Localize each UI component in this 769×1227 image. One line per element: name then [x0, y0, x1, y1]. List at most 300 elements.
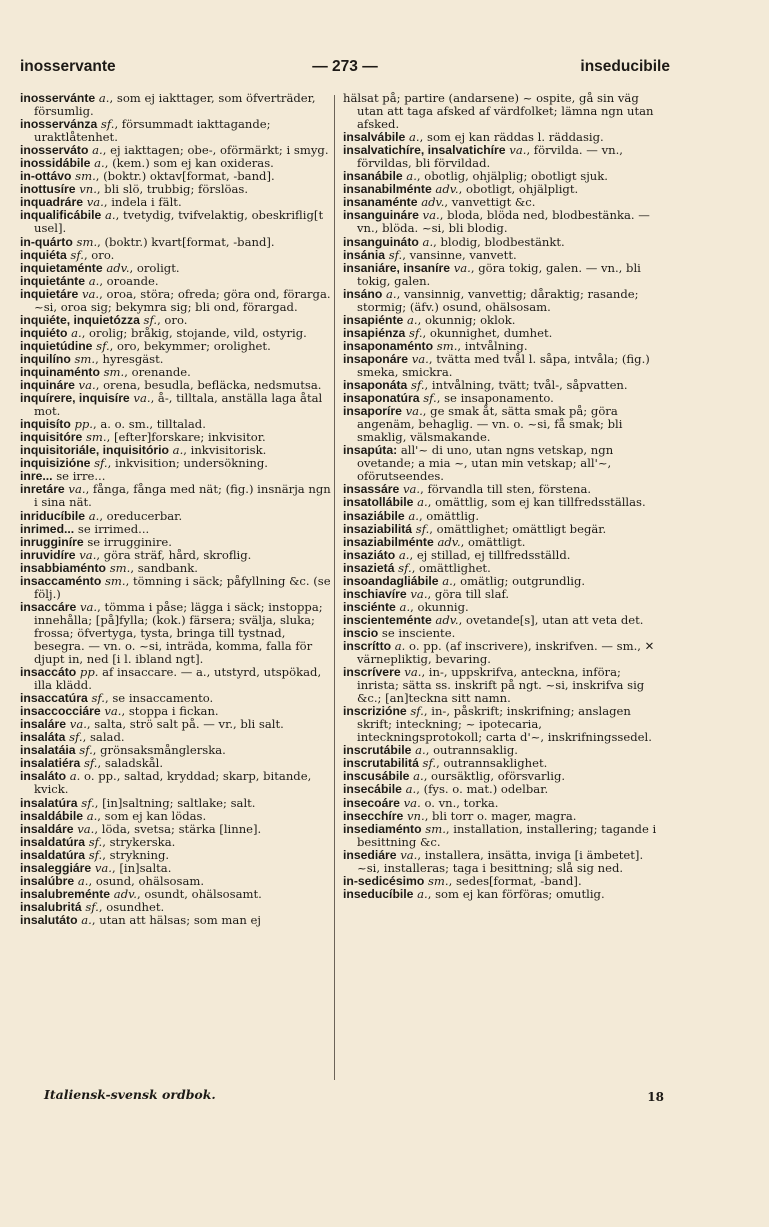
entry-headword: inquinaménto: [20, 364, 100, 379]
entry-part-of-speech: va.: [422, 208, 440, 223]
entry-definition: af insaccare. — a., utstyrd, utspökad, illa klädd.: [34, 665, 322, 693]
entry-part-of-speech: a.: [92, 143, 103, 158]
entry-definition: , saladskål.: [97, 756, 164, 771]
entry-part-of-speech: va.: [400, 847, 418, 862]
left-column: [20, 92, 336, 927]
entry-definition: se irre...: [56, 469, 106, 484]
entry-part-of-speech: va.: [411, 351, 429, 366]
entry-part-of-speech: a.: [385, 286, 397, 301]
entry-part-of-speech: va.: [402, 482, 421, 497]
entry-part-of-speech: sm.: [103, 364, 125, 379]
entry-headword: insaccocciáre: [20, 704, 101, 719]
entry-definition: , göra sträf, hård, skroflig.: [96, 547, 252, 562]
entry-definition: , fånga, fånga med nät; (fig.) insnärja ngn i sina nät.: [34, 482, 331, 510]
entry-definition: , bli slö, trubbig; förslöas.: [96, 182, 249, 197]
entry-headword: inquiéte, inquietózza: [20, 312, 140, 327]
entry-headword: insalutáto: [20, 912, 78, 927]
entry-headword: insapiénte: [343, 312, 404, 327]
entry-definition: , ej iakttagen; obe-, oförmärkt; i smyg.: [102, 143, 329, 158]
page-header: [20, 58, 670, 82]
entry-definition: , se insaccamento.: [104, 691, 214, 706]
dictionary-entry: [20, 601, 336, 666]
entry-definition: , oro.: [157, 312, 188, 327]
dictionary-entry: [343, 823, 659, 849]
entry-part-of-speech: a.: [398, 547, 410, 562]
entry-part-of-speech: a.: [69, 769, 81, 784]
entry-part-of-speech: adv.: [421, 195, 445, 210]
entry-part-of-speech: va.: [405, 404, 423, 419]
entry-definition: , installera, insätta, inviga [i ämbetet]. ~si, installeras; taga i besittning; slå sig ned.: [357, 847, 644, 875]
entry-headword: insalatáia: [20, 743, 76, 758]
entry-headword: inqualificábile: [20, 208, 102, 223]
entry-definition: , tömma i påse; lägga i säck; instoppa; innehålla; [på]fylla; (kok.) färsera; svälja, sluka; frossa; öfvertyga, tysta, bringa till tystnad, besegra. — vn. o. ~si, inträda, komma, falla för djupt in, ned [i l. ibland ngt].: [34, 599, 323, 667]
entry-headword: inosserváto: [20, 143, 89, 158]
entry-definition: , okunnig.: [410, 599, 469, 614]
entry-headword: insazietá: [343, 560, 395, 575]
entry-part-of-speech: sf.: [96, 338, 110, 353]
entry-part-of-speech: a.: [98, 91, 110, 105]
header-right-guideword: inseducibile: [580, 58, 670, 75]
entry-definition: , oreducerbar.: [99, 508, 183, 523]
entry-part-of-speech: sf.: [85, 899, 99, 914]
entry-part-of-speech: a.: [104, 208, 116, 223]
entry-definition: , löda, svetsa; stärka [linne].: [94, 821, 262, 836]
entry-part-of-speech: sf.: [91, 691, 105, 706]
entry-definition: , förvandla till sten, förstena.: [420, 482, 592, 497]
entry-part-of-speech: a.: [86, 808, 98, 823]
entry-headword: inscrutabilitá: [343, 756, 419, 771]
entry-definition: , [in]salta.: [111, 860, 172, 875]
entry-definition: , som ej iakttager, som öfverträder, försumlig.: [34, 91, 316, 119]
entry-part-of-speech: adv.: [106, 260, 130, 275]
entry-headword: insalubreménte: [20, 886, 111, 901]
entry-part-of-speech: vn.: [79, 182, 97, 197]
entry-part-of-speech: sm.: [85, 430, 107, 445]
entry-definition: , okunnighet, dumhet.: [422, 325, 553, 340]
entry-headword: insaccáre: [20, 599, 77, 614]
entry-definition: se insciente.: [381, 625, 456, 640]
entry-headword: inriducíbile: [20, 508, 86, 523]
dictionary-entry: [20, 92, 336, 118]
entry-headword: insecchíre: [343, 808, 404, 823]
entry-definition: , omättlig, som ej kan tillfredsställas.: [427, 495, 646, 510]
entry-definition: o. pp., saltad, kryddad; skarp, bitande, kvick.: [34, 769, 312, 797]
entry-part-of-speech: pp.: [74, 417, 93, 432]
entry-headword: insciénte: [343, 599, 396, 614]
entry-definition: , inkvisition; undersökning.: [107, 456, 268, 471]
entry-headword: inseducíbile: [343, 886, 414, 901]
entry-part-of-speech: va.: [410, 586, 428, 601]
entry-definition: , inkvisitorisk.: [183, 443, 267, 458]
entry-definition: , (kem.) som ej kan oxideras.: [104, 156, 274, 171]
dictionary-entry: [20, 666, 336, 692]
entry-part-of-speech: adv.: [437, 534, 461, 549]
entry-headword: inrimed...: [20, 521, 75, 536]
entry-part-of-speech: va.: [69, 717, 87, 732]
entry-headword: in-sedicésimo: [343, 873, 425, 888]
entry-part-of-speech: va.: [94, 860, 112, 875]
entry-headword: inscrívere: [343, 665, 401, 680]
entry-headword: inquisizióne: [20, 456, 91, 471]
entry-headword: insediaménto: [343, 821, 422, 836]
entry-definition: , oroande.: [99, 273, 159, 288]
entry-definition: , osundhet.: [98, 899, 165, 914]
entry-headword: insalatúra: [20, 795, 78, 810]
entry-headword: insaláto: [20, 769, 67, 784]
entry-headword: inquilíno: [20, 351, 71, 366]
entry-part-of-speech: sf.: [94, 456, 108, 471]
dictionary-entry: [20, 209, 336, 235]
entry-definition: , tömning i säck; påfyllning &c. (se följ.): [34, 573, 331, 601]
dictionary-entry: [343, 288, 659, 314]
entry-headword: inquisíto: [20, 417, 71, 432]
entry-part-of-speech: adv.: [113, 886, 137, 901]
entry-part-of-speech: a.: [413, 769, 424, 784]
entry-headword: insanabilménte: [343, 182, 432, 197]
entry-part-of-speech: sf.: [422, 756, 437, 771]
entry-part-of-speech: sf.: [143, 312, 158, 327]
entry-headword: insediáre: [343, 847, 397, 862]
entry-headword: in-ottávo: [20, 169, 72, 184]
entry-headword: insaldábile: [20, 808, 83, 823]
entry-definition: se irrugginire.: [87, 534, 172, 549]
entry-definition: , göra tokig, galen. — vn., bli tokig, galen.: [357, 260, 641, 288]
dictionary-entry: [20, 914, 336, 927]
entry-headword: insanaménte: [343, 195, 418, 210]
entry-definition: , försummadt iakttagande; uraktlåtenhet.: [34, 117, 271, 145]
entry-definition: , som ej kan räddas l. räddasig.: [419, 130, 604, 145]
entry-part-of-speech: a.: [415, 743, 426, 758]
entry-part-of-speech: va.: [68, 482, 86, 497]
entry-headword: insaleggiáre: [20, 860, 92, 875]
entry-definition: , intvålning, tvätt; tvål-, såpvatten.: [424, 378, 628, 393]
entry-part-of-speech: sm.: [436, 338, 458, 353]
entry-headword: insanguináto: [343, 234, 419, 249]
entry-definition: , oroligt.: [129, 260, 180, 275]
entry-headword: insánia: [343, 247, 385, 262]
entry-headword: inquiéta: [20, 247, 67, 262]
entry-part-of-speech: a.: [417, 886, 428, 901]
entry-part-of-speech: a.: [405, 782, 417, 797]
entry-headword: inscusábile: [343, 769, 410, 784]
entry-headword: insalatiéra: [20, 756, 81, 771]
entry-part-of-speech: a.: [94, 156, 105, 171]
entry-part-of-speech: a.: [422, 234, 434, 249]
entry-part-of-speech: a.: [394, 638, 406, 653]
entry-part-of-speech: a.: [88, 508, 100, 523]
entry-part-of-speech: a.: [88, 273, 100, 288]
entry-part-of-speech: va.: [79, 547, 97, 562]
entry-part-of-speech: sm.: [74, 351, 96, 366]
footer-book-title: Italiensk-svensk ordbok.: [44, 1087, 216, 1102]
entry-headword: inquírere, inquisíre: [20, 391, 130, 406]
entry-definition: , grönsaksmånglerska.: [92, 743, 226, 758]
entry-definition: , (boktr.) oktav[format, -band].: [95, 169, 275, 184]
entry-part-of-speech: va.: [86, 195, 104, 210]
entry-headword: insaldatúra: [20, 847, 86, 862]
dictionary-entry: [343, 640, 659, 666]
dictionary-entry: [20, 236, 336, 249]
entry-part-of-speech: sf.: [70, 247, 84, 262]
dictionary-entry: [20, 483, 336, 509]
entry-definition: , [in]saltning; saltlake; salt.: [94, 795, 256, 810]
entry-definition: all'~ di uno, utan ngns vetskap, ngn ovetande; a mia ~, utan min vetskap; all'~, oförutseendes.: [357, 443, 614, 484]
entry-part-of-speech: a.: [399, 599, 411, 614]
entry-headword: inosservánte: [20, 91, 96, 105]
entry-definition: o. vn., torka.: [420, 795, 499, 810]
entry-part-of-speech: sf.: [411, 378, 425, 393]
entry-headword: insaziabilménte: [343, 534, 434, 549]
entry-definition: , omättlig.: [418, 508, 480, 523]
entry-headword: insaldatúra: [20, 834, 86, 849]
entry-headword: insecábile: [343, 782, 402, 797]
entry-headword: inscienteménte: [343, 612, 432, 627]
entry-part-of-speech: adv.: [435, 182, 459, 197]
entry-definition: , orena, besudla, befläcka, nedsmutsa.: [95, 378, 322, 393]
entry-definition: , tvetydig, tvifvelaktig, obeskriflig[t usel].: [34, 208, 324, 236]
entry-headword: inquietánte: [20, 273, 86, 288]
entry-part-of-speech: sm.: [75, 169, 96, 184]
dictionary-entry: [20, 288, 336, 314]
entry-headword: inruvidíre: [20, 547, 76, 562]
entry-definition: , tvätta med tvål l. såpa, intvåla; (fig.) smeka, smickra.: [357, 351, 650, 379]
entry-definition: , strykning.: [102, 847, 170, 862]
entry-definition: , salad.: [82, 730, 125, 745]
entry-headword: insabbiaménto: [20, 560, 107, 575]
entry-headword: insanguináre: [343, 208, 419, 223]
entry-headword: inossidábile: [20, 156, 91, 171]
entry-part-of-speech: va.: [133, 391, 151, 406]
entry-definition: , som ej kan förföras; omutlig.: [427, 886, 605, 901]
entry-headword: inschiavíre: [343, 586, 407, 601]
entry-definition: , oroa, störa; ofreda; göra ond, förarga. ~si, oroa sig; bekymra sig; bli ond, förargad.: [34, 286, 331, 314]
entry-part-of-speech: va.: [104, 704, 122, 719]
entry-definition: , vanvettigt &c.: [444, 195, 536, 210]
entry-definition: , oro.: [83, 247, 115, 262]
entry-headword: insoandagliábile: [343, 573, 439, 588]
page-number: — 273 —: [312, 58, 378, 75]
signature-mark: 18: [647, 1090, 664, 1104]
entry-part-of-speech: va.: [79, 599, 98, 614]
entry-headword: insaláta: [20, 730, 66, 745]
entry-headword: insáno: [343, 286, 383, 301]
entry-part-of-speech: a.: [417, 495, 428, 510]
entry-part-of-speech: a.: [71, 325, 82, 340]
entry-headword: insapúta:: [343, 443, 398, 458]
entry-definition: , vansinne, vanvett.: [402, 247, 517, 262]
entry-part-of-speech: a.: [172, 443, 184, 458]
entry-headword: inosservánza: [20, 117, 98, 132]
entry-part-of-speech: a.: [77, 873, 89, 888]
entry-definition: , hyresgäst.: [95, 351, 164, 366]
dictionary-entry: [20, 575, 336, 601]
entry-headword: inscio: [343, 625, 379, 640]
dictionary-entry: [343, 405, 659, 444]
entry-definition: o. pp. (af inscrivere), inskrifven. — sm., ✕ värnepliktig, bevaring.: [357, 638, 655, 667]
entry-headword: insaponaménto: [343, 338, 434, 353]
entry-definition: , in-, uppskrifva, anteckna, införa; inrista; sätta ss. inskrift på ngt. ~si, inskrifva sig &c.; [an]teckna sitt namn.: [357, 665, 645, 706]
dictionary-entry: [343, 209, 659, 235]
entry-definition: , in-, påskrift; inskrifning; anslagen skrift; inteckning; ~ ipotecaria, inteckningsprotokoll; carta d'~, inskrifningssedel.: [357, 704, 652, 745]
dictionary-entry: [343, 444, 659, 483]
entry-definition: , a. o. sm., tilltalad.: [93, 417, 206, 432]
dictionary-entry: [343, 144, 659, 170]
entry-part-of-speech: a.: [408, 508, 419, 523]
entry-part-of-speech: sf.: [398, 560, 412, 575]
entry-definition: , installation, installering; tagande i besittning &c.: [357, 821, 657, 849]
entry-part-of-speech: pp.: [79, 665, 99, 680]
entry-definition: , omättlighet; omättligt begär.: [429, 521, 607, 536]
entry-headword: insaldáre: [20, 821, 74, 836]
entry-headword: insaniáre, insaníre: [343, 260, 451, 275]
entry-definition: , osund, ohälsosam.: [88, 873, 205, 888]
entry-headword: insaponáre: [343, 351, 409, 366]
entry-headword: in-quárto: [20, 234, 73, 249]
entry-definition: , ge smak åt, sätta smak på; göra angenäm, behaglig. — vn. o. ~si, få smak; bli smaklig, välsmakande.: [357, 404, 623, 445]
entry-definition: , strykerska.: [102, 834, 176, 849]
entry-headword: insapiénza: [343, 325, 406, 340]
entry-definition: , intvålning.: [457, 338, 528, 353]
entry-headword: insaccáto: [20, 665, 77, 680]
entry-headword: insatollábile: [343, 495, 414, 510]
entry-definition: se irrimed...: [77, 521, 150, 536]
entry-part-of-speech: sm.: [109, 560, 131, 575]
entry-definition: , omättlighet.: [411, 560, 491, 575]
entry-part-of-speech: sf.: [410, 704, 424, 719]
entry-headword: insalubritá: [20, 899, 82, 914]
dictionary-entry: [343, 849, 659, 875]
dictionary-entry: [20, 770, 336, 796]
entry-part-of-speech: va.: [77, 821, 95, 836]
entry-definition: , omätlig; outgrundlig.: [452, 573, 586, 588]
column-divider: [334, 95, 335, 1080]
dictionary-entry: [20, 392, 336, 418]
entry-headword: insecoáre: [343, 795, 400, 810]
entry-headword: insaponatúra: [343, 391, 420, 406]
entry-headword: inquiéto: [20, 325, 68, 340]
page-footer: [44, 1087, 664, 1107]
entry-definition: , förvilda. — vn., förvildas, bli förvildad.: [357, 143, 623, 171]
entry-definition: , salta, strö salt på. — vr., bli salt.: [86, 717, 284, 732]
entry-part-of-speech: va.: [453, 260, 471, 275]
entry-headword: insaziábile: [343, 508, 405, 523]
entry-headword: inretáre: [20, 482, 65, 497]
entry-part-of-speech: a.: [406, 169, 417, 184]
entry-part-of-speech: a.: [406, 312, 418, 327]
entry-part-of-speech: sf.: [88, 847, 103, 862]
entry-definition: hälsat på; partire (andarsene) ~ ospite, gå sin väg utan att taga afsked af värdfolket; lämna ngn utan afsked.: [343, 91, 654, 132]
entry-definition: , bloda, blöda ned, blodbestänka. — vn., blöda. ~si, bli blodig.: [357, 208, 650, 236]
entry-part-of-speech: sf.: [69, 730, 83, 745]
dictionary-entry: [343, 666, 659, 705]
dictionary-entry: [343, 262, 659, 288]
dictionary-entry: [20, 118, 336, 144]
entry-headword: insaporíre: [343, 404, 402, 419]
entry-part-of-speech: a.: [442, 573, 453, 588]
entry-part-of-speech: sf.: [88, 834, 103, 849]
entry-definition: , (boktr.) kvart[format, -band].: [97, 234, 275, 249]
entry-part-of-speech: vn.: [406, 808, 425, 823]
entry-part-of-speech: a.: [81, 912, 92, 927]
entry-definition: , oro, bekymmer; orolighet.: [109, 338, 271, 353]
entry-headword: insaláre: [20, 717, 67, 732]
entry-part-of-speech: sf.: [83, 756, 98, 771]
entry-definition: , omättligt.: [460, 534, 526, 549]
dictionary-entry: [343, 92, 659, 131]
dictionary-entry: [343, 353, 659, 379]
entry-headword: insalvábile: [343, 130, 406, 145]
entry-definition: , blodig, blodbestänkt.: [433, 234, 565, 249]
entry-definition: , obotligt, ohjälpligt.: [458, 182, 579, 197]
entry-headword: inquietaménte: [20, 260, 103, 275]
entry-headword: inscrizióne: [343, 704, 407, 719]
entry-definition: , vansinnig, vanvettig; dåraktig; rasande; stormig; (äfv.) osund, ohälsosam.: [357, 286, 639, 314]
entry-part-of-speech: adv.: [435, 612, 459, 627]
dictionary-entry: [343, 705, 659, 744]
entry-headword: insalvatichíre, insalvatichíre: [343, 143, 506, 158]
entry-part-of-speech: sm.: [427, 873, 449, 888]
entry-headword: insassáre: [343, 482, 400, 497]
entry-part-of-speech: sf.: [423, 391, 437, 406]
entry-part-of-speech: sf.: [415, 521, 430, 536]
entry-headword: inre...: [20, 469, 53, 484]
entry-definition: , å-, tilltala, anställa laga åtal mot.: [34, 391, 323, 419]
entry-definition: , outrannsaklig.: [425, 743, 518, 758]
entry-definition: , okunnig; oklok.: [417, 312, 516, 327]
entry-headword: inscrutábile: [343, 743, 412, 758]
entry-part-of-speech: sf.: [100, 117, 115, 132]
entry-part-of-speech: sf.: [409, 325, 423, 340]
entry-definition: , obotlig, ohjälplig; obotligt sjuk.: [416, 169, 608, 184]
entry-part-of-speech: va.: [509, 143, 527, 158]
entry-definition: , osundt, ohälsosamt.: [136, 886, 262, 901]
entry-definition: , sedes[format, -band].: [448, 873, 582, 888]
entry-part-of-speech: va.: [81, 286, 100, 301]
entry-headword: insalúbre: [20, 873, 75, 888]
entry-part-of-speech: sf.: [81, 795, 95, 810]
entry-headword: inrugginíre: [20, 534, 84, 549]
entry-part-of-speech: sm.: [76, 234, 98, 249]
dictionary-entry: [343, 888, 659, 901]
entry-headword: inscrítto: [343, 638, 392, 653]
entry-definition: , sandbank.: [130, 560, 198, 575]
entry-definition: , göra till slaf.: [427, 586, 510, 601]
entry-part-of-speech: a.: [409, 130, 420, 145]
entry-definition: , (fys. o. mat.) odelbar.: [416, 782, 549, 797]
entry-part-of-speech: sf.: [79, 743, 93, 758]
entry-definition: , outrannsaklighet.: [436, 756, 548, 771]
entry-definition: , utan att hälsas; som man ej: [91, 912, 261, 927]
entry-headword: inquináre: [20, 378, 75, 393]
entry-definition: , indela i fält.: [103, 195, 182, 210]
entry-definition: , se insaponamento.: [436, 391, 554, 406]
entry-headword: inquadráre: [20, 195, 83, 210]
entry-headword: inquietáre: [20, 286, 79, 301]
entry-definition: , ej stillad, ej tillfredsställd.: [409, 547, 571, 562]
entry-definition: , orolig; bråkig, stojande, vild, ostyrig.: [81, 325, 307, 340]
entry-headword: inquisitoriále, inquisitório: [20, 443, 169, 458]
entry-definition: , orenande.: [124, 364, 191, 379]
header-left-guideword: inosservante: [20, 58, 116, 75]
entry-part-of-speech: sm.: [425, 821, 446, 836]
entry-definition: , [efter]forskare; inkvisitor.: [106, 430, 266, 445]
entry-headword: insaziabilitá: [343, 521, 413, 536]
entry-headword: insaccatúra: [20, 691, 88, 706]
entry-part-of-speech: sf.: [388, 247, 403, 262]
entry-definition: , som ej kan lödas.: [97, 808, 207, 823]
entry-definition: , bli torr o. mager, magra.: [424, 808, 577, 823]
entry-definition: , ovetande[s], utan att veta det.: [458, 612, 644, 627]
